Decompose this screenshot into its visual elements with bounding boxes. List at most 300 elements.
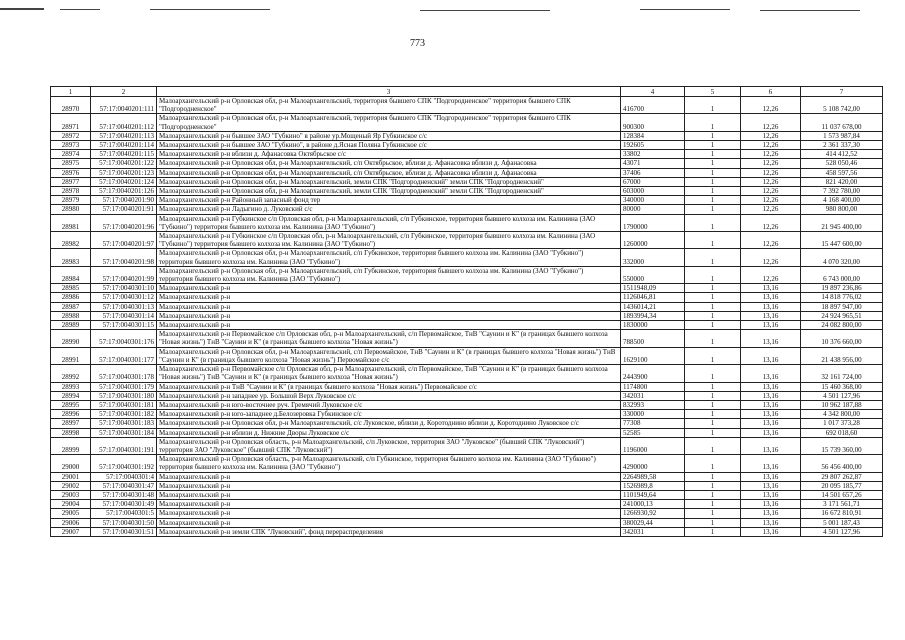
location-description: Малоархангельский р-н Орловская обл, р-н Малоархангельский, с/п Губкинское, территория бывшего колхоза им. Калинина (ЗАО "Губкино") территория бывшего колхоза им. Калинина (ЗАО "Губкино"): [157, 266, 621, 283]
cadastral-number: 57:17:0040301:176: [91, 330, 157, 347]
cadastral-number: 57:17:0040201:123: [91, 168, 157, 177]
location-description: Малоархангельский р-н Орловская обл, р-н Малоархангельский, территория бывшего СПК "Подгородненское" территория бывшего СПК "Подгородненское": [157, 97, 621, 114]
record-number: 28986: [51, 293, 91, 302]
count-value: 1: [685, 293, 741, 302]
record-number: 28973: [51, 141, 91, 150]
location-description: Малоархангельский р-н: [157, 500, 621, 509]
location-description: Малоархангельский р-н Орловская область, р-н Малоархангельский, с/п Луковское, территория ЗАО "Луковское" (бывший СПК "Луковский") территория ЗАО "Луковское" (бывший СПК "Луковский"): [157, 437, 621, 454]
column-header: 1: [51, 87, 91, 97]
record-number: 29007: [51, 527, 91, 536]
cadastral-value: 29 807 262,87: [801, 472, 883, 481]
record-number: 28975: [51, 159, 91, 168]
count-value: 1: [685, 419, 741, 428]
location-description: Малоархангельский р-н: [157, 509, 621, 518]
record-number: 29003: [51, 490, 91, 499]
count-value: 1: [685, 437, 741, 454]
cadastral-value: 3 171 561,71: [801, 500, 883, 509]
location-description: Малоархангельский р-н: [157, 518, 621, 527]
location-description: Малоархангельский р-н: [157, 293, 621, 302]
record-number: 28977: [51, 177, 91, 186]
location-description: Малоархангельский р-н западнее ур. Большой Верх Луковское с/с: [157, 391, 621, 400]
cadastral-value: 1 573 987,84: [801, 131, 883, 140]
area-value: 33802: [621, 150, 685, 159]
table-row: [51, 150, 883, 159]
cadastral-number: 57:17:0040301:12: [91, 293, 157, 302]
rate-value: 12,26: [741, 266, 801, 283]
location-description: Малоархангельский р-н бывшее ЗАО "Губкино" в районе ур.Мощеный Яр Губкинское с/с: [157, 131, 621, 140]
cadastral-value: 4 501 127,96: [801, 527, 883, 536]
register-table: [50, 86, 883, 537]
area-value: 2443900: [621, 365, 685, 382]
cadastral-number: 57:17:0040201:99: [91, 266, 157, 283]
cadastral-number: 57:17:0040301:14: [91, 311, 157, 320]
area-value: 43071: [621, 159, 685, 168]
rate-value: 13,16: [741, 509, 801, 518]
record-number: 29006: [51, 518, 91, 527]
count-value: 1: [685, 284, 741, 293]
area-value: 1436014,21: [621, 302, 685, 311]
area-value: 52585: [621, 428, 685, 437]
rate-value: 12,26: [741, 196, 801, 205]
area-value: 192605: [621, 141, 685, 150]
area-value: 2264989,58: [621, 472, 685, 481]
table-row: [51, 214, 883, 231]
table-row: [51, 249, 883, 266]
table-row: [51, 428, 883, 437]
count-value: 1: [685, 97, 741, 114]
cadastral-number: 57:17:0040301:4: [91, 472, 157, 481]
area-value: 1126046,81: [621, 293, 685, 302]
rate-value: 13,16: [741, 382, 801, 391]
location-description: Малоархангельский р-н: [157, 490, 621, 499]
count-value: 1: [685, 500, 741, 509]
record-number: 28993: [51, 382, 91, 391]
column-header: 7: [801, 87, 883, 97]
location-description: Малоархангельский р-н: [157, 481, 621, 490]
table-row: [51, 365, 883, 382]
table-row: [51, 302, 883, 311]
area-value: 788500: [621, 330, 685, 347]
area-value: 1196000: [621, 437, 685, 454]
cadastral-value: 15 460 368,00: [801, 382, 883, 391]
table-row: [51, 509, 883, 518]
rate-value: 13,16: [741, 527, 801, 536]
table-row: [51, 490, 883, 499]
cadastral-value: 6 743 000,00: [801, 266, 883, 283]
cadastral-value: 458 597,56: [801, 168, 883, 177]
record-number: 28994: [51, 391, 91, 400]
record-number: 28999: [51, 437, 91, 454]
cadastral-value: 821 420,00: [801, 177, 883, 186]
cadastral-number: 57:17:0040201:113: [91, 131, 157, 140]
count-value: 1: [685, 410, 741, 419]
cadastral-number: 57:17:0040201:115: [91, 150, 157, 159]
table-row: [51, 97, 883, 114]
rate-value: 13,16: [741, 321, 801, 330]
rate-value: 13,16: [741, 400, 801, 409]
count-value: 1: [685, 330, 741, 347]
rate-value: 13,16: [741, 428, 801, 437]
rate-value: 13,16: [741, 330, 801, 347]
cadastral-number: 57:17:0040301:51: [91, 527, 157, 536]
rate-value: 13,16: [741, 311, 801, 320]
cadastral-value: 4 342 800,00: [801, 410, 883, 419]
count-value: 1: [685, 266, 741, 283]
area-value: 1790000: [621, 214, 685, 231]
count-value: 1: [685, 365, 741, 382]
record-number: 28991: [51, 347, 91, 364]
table-row: [51, 481, 883, 490]
location-description: Малоархангельский р-н вблизи д. Афанасовка Октябрьское с/с: [157, 150, 621, 159]
record-number: 28990: [51, 330, 91, 347]
table-row: [51, 518, 883, 527]
cadastral-number: 57:17:0040201:98: [91, 249, 157, 266]
count-value: 1: [685, 187, 741, 196]
area-value: 416700: [621, 97, 685, 114]
cadastral-value: 10 962 187,88: [801, 400, 883, 409]
location-description: Малоархангельский р-н вблизи д. Нижние Дворы Луковское с/с: [157, 428, 621, 437]
table-row: [51, 205, 883, 214]
record-number: 28989: [51, 321, 91, 330]
table-row: [51, 293, 883, 302]
area-value: 332000: [621, 249, 685, 266]
location-description: Малоархангельский р-н бывшее ЗАО "Губкино", в районе д.Ясная Поляна Губкинское с/с: [157, 141, 621, 150]
cadastral-value: 11 037 678,00: [801, 114, 883, 131]
count-value: 1: [685, 168, 741, 177]
rate-value: 12,26: [741, 114, 801, 131]
record-number: 28971: [51, 114, 91, 131]
count-value: 1: [685, 196, 741, 205]
location-description: Малоархангельский р-н Губкинское с/п Орловская обл, р-н Малоархангельский, с/п Губкинское, территория бывшего колхоза им. Калинина (ЗАО "Губкино") территория бывшего колхоза им. Калинина (ЗАО "Губкино"): [157, 232, 621, 249]
location-description: Малоархангельский р-н Первомайское с/п Орловская обл, р-н Малоархангельский, с/п Первомайское, ТнВ "Саунин и К" (в границах бывшего колхоза "Новая жизнь") ТнВ "Саунин и К" (в границах бывшего колхоза "Новая жизнь"): [157, 365, 621, 382]
rate-value: 13,16: [741, 490, 801, 499]
table-row: [51, 500, 883, 509]
record-number: 28998: [51, 428, 91, 437]
page-number: 773: [410, 38, 425, 49]
table-row: [51, 527, 883, 536]
cadastral-number: 57:17:0040301:10: [91, 284, 157, 293]
count-value: 1: [685, 490, 741, 499]
count-value: 1: [685, 205, 741, 214]
rate-value: 13,16: [741, 481, 801, 490]
cadastral-value: 24 924 965,51: [801, 311, 883, 320]
table-row: [51, 141, 883, 150]
rate-value: 13,16: [741, 293, 801, 302]
location-description: Малоархангельский р-н Орловская область, р-н Малоархангельский, с/п Губкинское, территория бывшего колхоза им. Калинина (ЗАО "Губкино") территория бывшего колхоза им. Калинина (ЗАО "Губкино"): [157, 455, 621, 472]
column-header: 4: [621, 87, 685, 97]
count-value: 1: [685, 249, 741, 266]
table-row: [51, 330, 883, 347]
area-value: 1260000: [621, 232, 685, 249]
rate-value: 13,16: [741, 365, 801, 382]
count-value: 1: [685, 400, 741, 409]
cadastral-value: 21 438 956,00: [801, 347, 883, 364]
count-value: 1: [685, 347, 741, 364]
area-value: 340000: [621, 196, 685, 205]
table-row: [51, 196, 883, 205]
table-row: [51, 321, 883, 330]
record-number: 28970: [51, 97, 91, 114]
area-value: 1629100: [621, 347, 685, 364]
count-value: 1: [685, 159, 741, 168]
rate-value: 12,26: [741, 214, 801, 231]
cadastral-value: 414 412,52: [801, 150, 883, 159]
cadastral-value: 4 501 127,96: [801, 391, 883, 400]
cadastral-number: 57:17:0040301:5: [91, 509, 157, 518]
count-value: 1: [685, 382, 741, 391]
location-description: Малоархангельский р-н юго-западнее д.Белозеровка Губкинское с/с: [157, 410, 621, 419]
rate-value: 13,16: [741, 419, 801, 428]
cadastral-number: 57:17:0040301:48: [91, 490, 157, 499]
table-row: [51, 114, 883, 131]
cadastral-value: 7 392 780,00: [801, 187, 883, 196]
record-number: 28985: [51, 284, 91, 293]
record-number: 29000: [51, 455, 91, 472]
record-number: 28982: [51, 232, 91, 249]
location-description: Малоархангельский р-н Орловская обл, р-н Малоархангельский, с/п Октябрьское, вблизи д. Афанасовка вблизи д. Афанасовка: [157, 159, 621, 168]
location-description: Малоархангельский р-н: [157, 284, 621, 293]
count-value: 1: [685, 131, 741, 140]
count-value: 1: [685, 177, 741, 186]
cadastral-number: 57:17:0040301:50: [91, 518, 157, 527]
location-description: Малоархангельский р-н: [157, 311, 621, 320]
column-header: 3: [157, 87, 621, 97]
area-value: 1174800: [621, 382, 685, 391]
area-value: 1266930,92: [621, 509, 685, 518]
count-value: 1: [685, 311, 741, 320]
cadastral-number: 57:17:0040301:184: [91, 428, 157, 437]
cadastral-value: 15 447 600,00: [801, 232, 883, 249]
cadastral-number: 57:17:0040201:126: [91, 187, 157, 196]
rate-value: 12,26: [741, 249, 801, 266]
count-value: 1: [685, 518, 741, 527]
cadastral-number: 57:17:0040201:90: [91, 196, 157, 205]
table-row: [51, 391, 883, 400]
rate-value: 13,16: [741, 500, 801, 509]
table-row: [51, 472, 883, 481]
record-number: 28972: [51, 131, 91, 140]
cadastral-value: 980 800,00: [801, 205, 883, 214]
cadastral-number: 57:17:0040201:114: [91, 141, 157, 150]
area-value: 80000: [621, 205, 685, 214]
cadastral-value: 14 501 657,26: [801, 490, 883, 499]
area-value: 342031: [621, 527, 685, 536]
record-number: 29001: [51, 472, 91, 481]
area-value: 832993: [621, 400, 685, 409]
location-description: Малоархангельский р-н Первомайское с/п Орловская обл, р-н Малоархангельский, с/п Первомайское, ТнВ "Саунин и К" (в границах бывшего колхоза "Новая жизнь") ТнВ "Саунин и К" (в границах бывшего колхоза "Новая жизнь"): [157, 330, 621, 347]
cadastral-value: 16 672 810,91: [801, 509, 883, 518]
record-number: 28995: [51, 400, 91, 409]
cadastral-number: 57:17:0040301:191: [91, 437, 157, 454]
table-row: [51, 168, 883, 177]
cadastral-value: 692 018,60: [801, 428, 883, 437]
area-value: 128384: [621, 131, 685, 140]
area-value: 330000: [621, 410, 685, 419]
rate-value: 13,16: [741, 472, 801, 481]
record-number: 29002: [51, 481, 91, 490]
record-number: 28996: [51, 410, 91, 419]
cadastral-value: 15 739 360,00: [801, 437, 883, 454]
table-row: [51, 419, 883, 428]
cadastral-number: 57:17:0040301:181: [91, 400, 157, 409]
rate-value: 12,26: [741, 131, 801, 140]
cadastral-number: 57:17:0040301:49: [91, 500, 157, 509]
count-value: 1: [685, 472, 741, 481]
cadastral-number: 57:17:0040201:96: [91, 214, 157, 231]
area-value: 1101949,64: [621, 490, 685, 499]
location-description: Малоархангельский р-н земли СПК "Луковский", фонд перераспределения: [157, 527, 621, 536]
location-description: Малоархангельский р-н юго-восточнее руч. Гремячий Луковское с/с: [157, 400, 621, 409]
record-number: 28988: [51, 311, 91, 320]
area-value: 4290000: [621, 455, 685, 472]
rate-value: 12,26: [741, 97, 801, 114]
location-description: Малоархангельский р-н ТнВ "Саунин и К" (в границах бывшего колхоза "Новая жизнь") Первомайское с/с: [157, 382, 621, 391]
record-number: 28980: [51, 205, 91, 214]
rate-value: 13,16: [741, 391, 801, 400]
location-description: Малоархангельский р-н Губкинское с/п Орловская обл, р-н Малоархангельский, с/п Губкинское, территория бывшего колхоза им. Калинина (ЗАО "Губкино") территория бывшего колхоза им. Калинина (ЗАО "Губкино"): [157, 214, 621, 231]
record-number: 28997: [51, 419, 91, 428]
location-description: Малоархангельский р-н Орловская обл, р-н Малоархангельский, с/п Первомайское, ТнВ "Саунин и К" (в границах бывшего колхоза "Новая жизнь") ТнВ "Саунин и К" (в границах бывшего колхоза "Новая жизнь") Первомайское с/с: [157, 347, 621, 364]
cadastral-value: 18 897 947,00: [801, 302, 883, 311]
area-value: 77308: [621, 419, 685, 428]
cadastral-value: 14 818 776,02: [801, 293, 883, 302]
rate-value: 13,16: [741, 437, 801, 454]
record-number: 28984: [51, 266, 91, 283]
record-number: 28979: [51, 196, 91, 205]
rate-value: 13,16: [741, 518, 801, 527]
count-value: 1: [685, 114, 741, 131]
area-value: 900300: [621, 114, 685, 131]
rate-value: 12,26: [741, 187, 801, 196]
count-value: 1: [685, 214, 741, 231]
table-row: [51, 382, 883, 391]
location-description: Малоархангельский р-н Орловская обл, р-н Малоархангельский, территория бывшего СПК "Подгородненское" территория бывшего СПК "Подгородненское": [157, 114, 621, 131]
area-value: 550000: [621, 266, 685, 283]
count-value: 1: [685, 509, 741, 518]
record-number: 28983: [51, 249, 91, 266]
area-value: 241000,13: [621, 500, 685, 509]
count-value: 1: [685, 150, 741, 159]
cadastral-value: 1 017 373,28: [801, 419, 883, 428]
rate-value: 12,26: [741, 205, 801, 214]
location-description: Малоархангельский р-н Орловская обл, р-н Малоархангельский, с/п Губкинское, территория бывшего колхоза им. Калинина (ЗАО "Губкино") территория бывшего колхоза им. Калинина (ЗАО "Губкино"): [157, 249, 621, 266]
cadastral-value: 24 082 800,00: [801, 321, 883, 330]
record-number: 29004: [51, 500, 91, 509]
location-description: Малоархангельский р-н Орловская обл, р-н Малоархангельский, земли СПК "Подгородненский" земли СПК "Подгородненский": [157, 177, 621, 186]
area-value: 342031: [621, 391, 685, 400]
cadastral-number: 57:17:0040301:192: [91, 455, 157, 472]
record-number: 28978: [51, 187, 91, 196]
table-row: [51, 266, 883, 283]
location-description: Малоархангельский р-н: [157, 321, 621, 330]
table-row: [51, 455, 883, 472]
area-value: 1830000: [621, 321, 685, 330]
count-value: 1: [685, 455, 741, 472]
area-value: 1526989,8: [621, 481, 685, 490]
rate-value: 12,26: [741, 168, 801, 177]
rate-value: 13,16: [741, 284, 801, 293]
area-value: 1511948,09: [621, 284, 685, 293]
column-header: 5: [685, 87, 741, 97]
cadastral-value: 5 108 742,00: [801, 97, 883, 114]
table-row: [51, 437, 883, 454]
column-header: 2: [91, 87, 157, 97]
cadastral-value: 56 456 400,00: [801, 455, 883, 472]
table-row: [51, 177, 883, 186]
cadastral-number: 57:17:0040301:180: [91, 391, 157, 400]
table-row: [51, 131, 883, 140]
cadastral-value: 2 361 337,30: [801, 141, 883, 150]
table-row: [51, 311, 883, 320]
location-description: Малоархангельский р-н Орловская обл, р-н Малоархангельский, земли СПК "Подгородненский" земли СПК "Подгородненский": [157, 187, 621, 196]
location-description: Малоархангельский р-н Орловская обл, р-н Малоархангельский, с/п Октябрьское, вблизи д. Афанасовка вблизи д. Афанасовка: [157, 168, 621, 177]
rate-value: 12,26: [741, 150, 801, 159]
table-row: [51, 347, 883, 364]
location-description: Малоархангельский р-н: [157, 472, 621, 481]
count-value: 1: [685, 527, 741, 536]
rate-value: 12,26: [741, 177, 801, 186]
cadastral-number: 57:17:0040201:91: [91, 205, 157, 214]
table-row: [51, 400, 883, 409]
rate-value: 12,26: [741, 159, 801, 168]
location-description: Малоархангельский р-н Районный запасный фонд тер: [157, 196, 621, 205]
count-value: 1: [685, 321, 741, 330]
rate-value: 13,16: [741, 347, 801, 364]
rate-value: 13,16: [741, 455, 801, 472]
cadastral-number: 57:17:0040201:112: [91, 114, 157, 131]
count-value: 1: [685, 141, 741, 150]
cadastral-number: 57:17:0040301:177: [91, 347, 157, 364]
scan-top-edge: [0, 8, 905, 24]
record-number: 28992: [51, 365, 91, 382]
location-description: Малоархангельский р-н Ладыгино д. Луковский с/с: [157, 205, 621, 214]
cadastral-number: 57:17:0040201:97: [91, 232, 157, 249]
cadastral-value: 21 945 400,00: [801, 214, 883, 231]
rate-value: 12,26: [741, 141, 801, 150]
area-value: 67000: [621, 177, 685, 186]
record-number: 28987: [51, 302, 91, 311]
count-value: 1: [685, 428, 741, 437]
table-row: [51, 187, 883, 196]
rate-value: 13,16: [741, 302, 801, 311]
area-value: 380029,44: [621, 518, 685, 527]
record-number: 28976: [51, 168, 91, 177]
count-value: 1: [685, 302, 741, 311]
rate-value: 12,26: [741, 232, 801, 249]
cadastral-value: 4 168 400,00: [801, 196, 883, 205]
table-row: [51, 232, 883, 249]
cadastral-value: 32 161 724,00: [801, 365, 883, 382]
cadastral-value: 5 001 187,43: [801, 518, 883, 527]
count-value: 1: [685, 391, 741, 400]
cadastral-number: 57:17:0040201:124: [91, 177, 157, 186]
cadastral-number: 57:17:0040301:47: [91, 481, 157, 490]
cadastral-number: 57:17:0040301:182: [91, 410, 157, 419]
record-number: 29005: [51, 509, 91, 518]
area-value: 1893994,34: [621, 311, 685, 320]
cadastral-number: 57:17:0040201:111: [91, 97, 157, 114]
rate-value: 13,16: [741, 410, 801, 419]
count-value: 1: [685, 232, 741, 249]
cadastral-number: 57:17:0040301:13: [91, 302, 157, 311]
cadastral-value: 19 897 236,86: [801, 284, 883, 293]
location-description: Малоархангельский р-н Орловская обл, р-н Малоархангельский, с/с Луковское, вблизи д. Коротоднино вблизи д. Коротоднино Луковское с/с: [157, 419, 621, 428]
column-number-header: [51, 87, 883, 97]
record-number: 28974: [51, 150, 91, 159]
cadastral-number: 57:17:0040201:122: [91, 159, 157, 168]
record-number: 28981: [51, 214, 91, 231]
cadastral-value: 528 050,46: [801, 159, 883, 168]
